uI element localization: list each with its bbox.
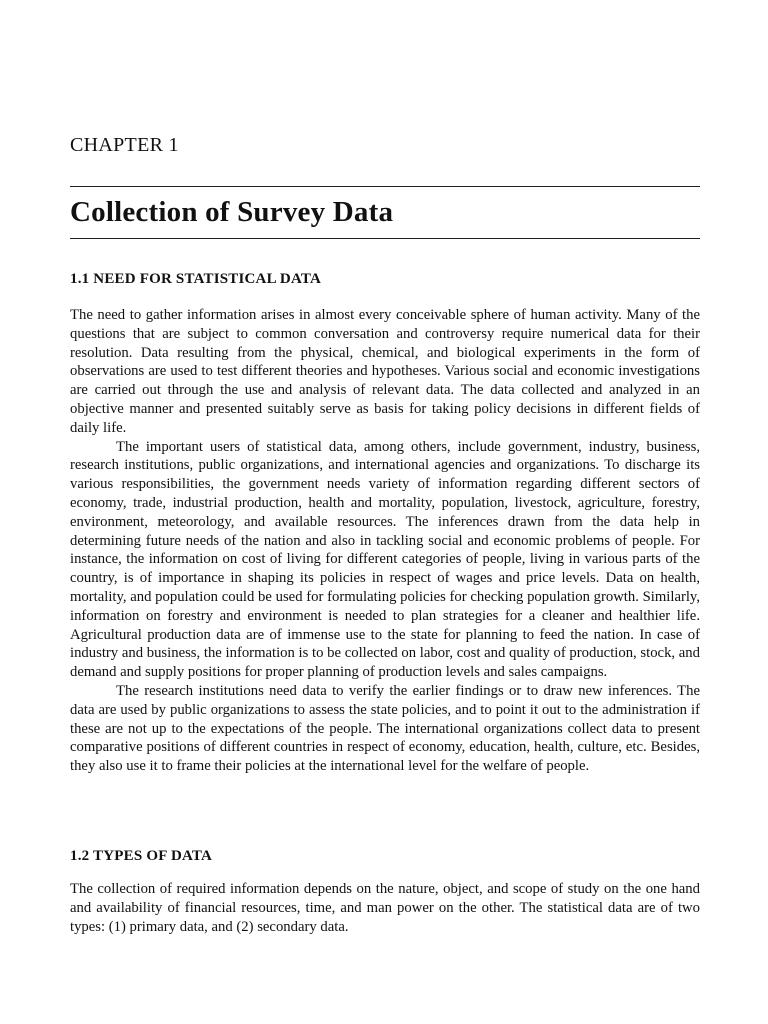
document-page: [70, 0, 700, 1024]
title-rule-bottom: [70, 238, 700, 239]
section-body-types-of-data: [70, 880, 700, 936]
chapter-title: Collection of Survey Data: [70, 196, 394, 228]
section-heading-types-of-data: 1.2 TYPES OF DATA: [70, 848, 213, 864]
paragraph: The research institutions need data to verify the earlier findings or to draw new inferences. The data are used by public organizations to assess the state policies, and to point it out to the administration if these are not up to the expectations of the people. The international organizations collect data to present comparative positions of different countries in respect of economy, education, health, culture, etc. Besides, they also use it to frame their policies at the international level for the welfare of people.: [70, 682, 700, 775]
paragraph: The important users of statistical data, among others, include government, industry, business, research institutions, public organizations, and international agencies and organizations. To discharge its various responsibilities, the government needs variety of information regarding different sectors of economy, trade, industrial production, health and mortality, population, livestock, agriculture, forestry, environment, meteorology, and available resources. The inferences drawn from the data help in determining future needs of the nation and also in tackling social and economic problems of people. For instance, the information on cost of living for different categories of people, living in various parts of the country, is of importance in shaping its policies in respect of wages and price levels. Data on health, mortality, and population could be used for formulating policies for checking population growth. Similarly, information on forestry and environment is needed to plan strategies for a cleaner and healthier life. Agricultural production data are of immense use to the state for planning to feed the nation. In case of industry and business, the information is to be collected on labor, cost and quality of production, stock, and demand and supply positions for proper planning of production levels and sales campaigns.: [70, 438, 700, 681]
chapter-label: CHAPTER 1: [70, 134, 179, 156]
title-rule-top: [70, 186, 700, 187]
section-body-need-for-statistical-data: [70, 306, 700, 776]
paragraph: The need to gather information arises in almost every conceivable sphere of human activity. Many of the questions that are subject to common conversation and controversy require numerical data for their resolution. Data resulting from the physical, chemical, and biological experiments in the form of observations are used to test different theories and hypotheses. Various social and economic investigations are carried out through the use and analysis of relevant data. The data collected and analyzed in an objective manner and presented suitably serve as basis for taking policy decisions in different fields of daily life.: [70, 307, 700, 436]
section-heading-need-for-statistical-data: 1.1 NEED FOR STATISTICAL DATA: [70, 271, 321, 287]
paragraph: The collection of required information depends on the nature, object, and scope of study on the one hand and availability of financial resources, time, and man power on the other. The statistical data are of two types: (1) primary data, and (2) secondary data.: [70, 881, 700, 935]
